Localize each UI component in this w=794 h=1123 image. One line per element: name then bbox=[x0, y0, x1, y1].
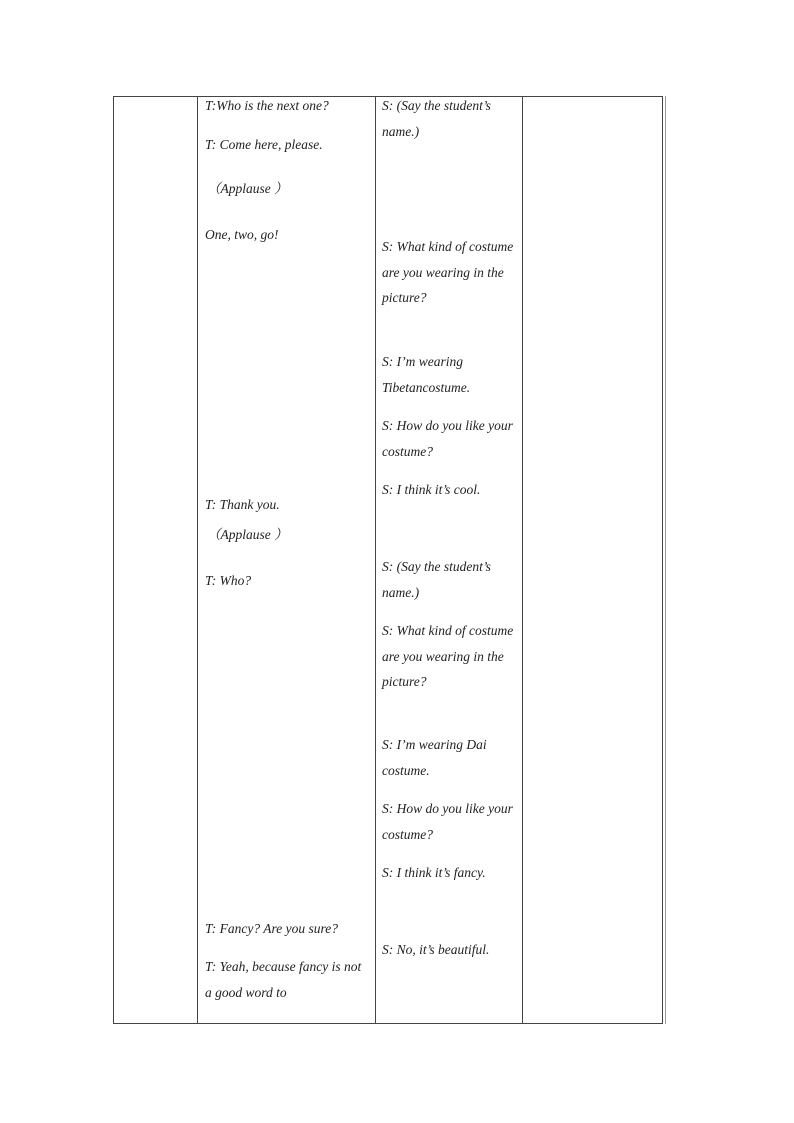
student-line: S: (Say the student’s name.) bbox=[382, 559, 491, 600]
teacher-line: T: Come here, please. bbox=[205, 137, 323, 152]
teacher-line: T: Who? bbox=[205, 573, 252, 588]
column-divider bbox=[522, 97, 523, 1023]
teacher-line: T: Yeah, because fancy is not a good word to bbox=[205, 959, 362, 1000]
student-line: S: I think it’s fancy. bbox=[382, 865, 486, 880]
column-divider bbox=[197, 97, 198, 1023]
student-line: S: I’m wearing Dai costume. bbox=[382, 737, 487, 778]
student-line: S: How do you like your costume? bbox=[382, 418, 513, 459]
teacher-line: （Applause ） bbox=[207, 527, 288, 542]
student-line: S: I’m wearing Tibetancostume. bbox=[382, 354, 471, 395]
student-line: S: How do you like your costume? bbox=[382, 801, 513, 842]
teacher-line: T:Who is the next one? bbox=[205, 98, 329, 113]
student-line: S: I think it’s cool. bbox=[382, 482, 481, 497]
column-divider bbox=[375, 97, 376, 1023]
student-line: S: No, it’s beautiful. bbox=[382, 942, 490, 957]
teacher-line: T: Thank you. bbox=[205, 497, 280, 512]
student-line: S: What kind of costume are you wearing in the picture? bbox=[382, 623, 514, 689]
student-line: S: What kind of costume are you wearing in the picture? bbox=[382, 239, 514, 305]
teacher-line: T: Fancy? Are you sure? bbox=[205, 921, 338, 936]
teacher-line: （Applause ） bbox=[207, 181, 288, 196]
student-line: S: (Say the student’s name.) bbox=[382, 98, 491, 139]
teacher-line: One, two, go! bbox=[205, 227, 279, 242]
